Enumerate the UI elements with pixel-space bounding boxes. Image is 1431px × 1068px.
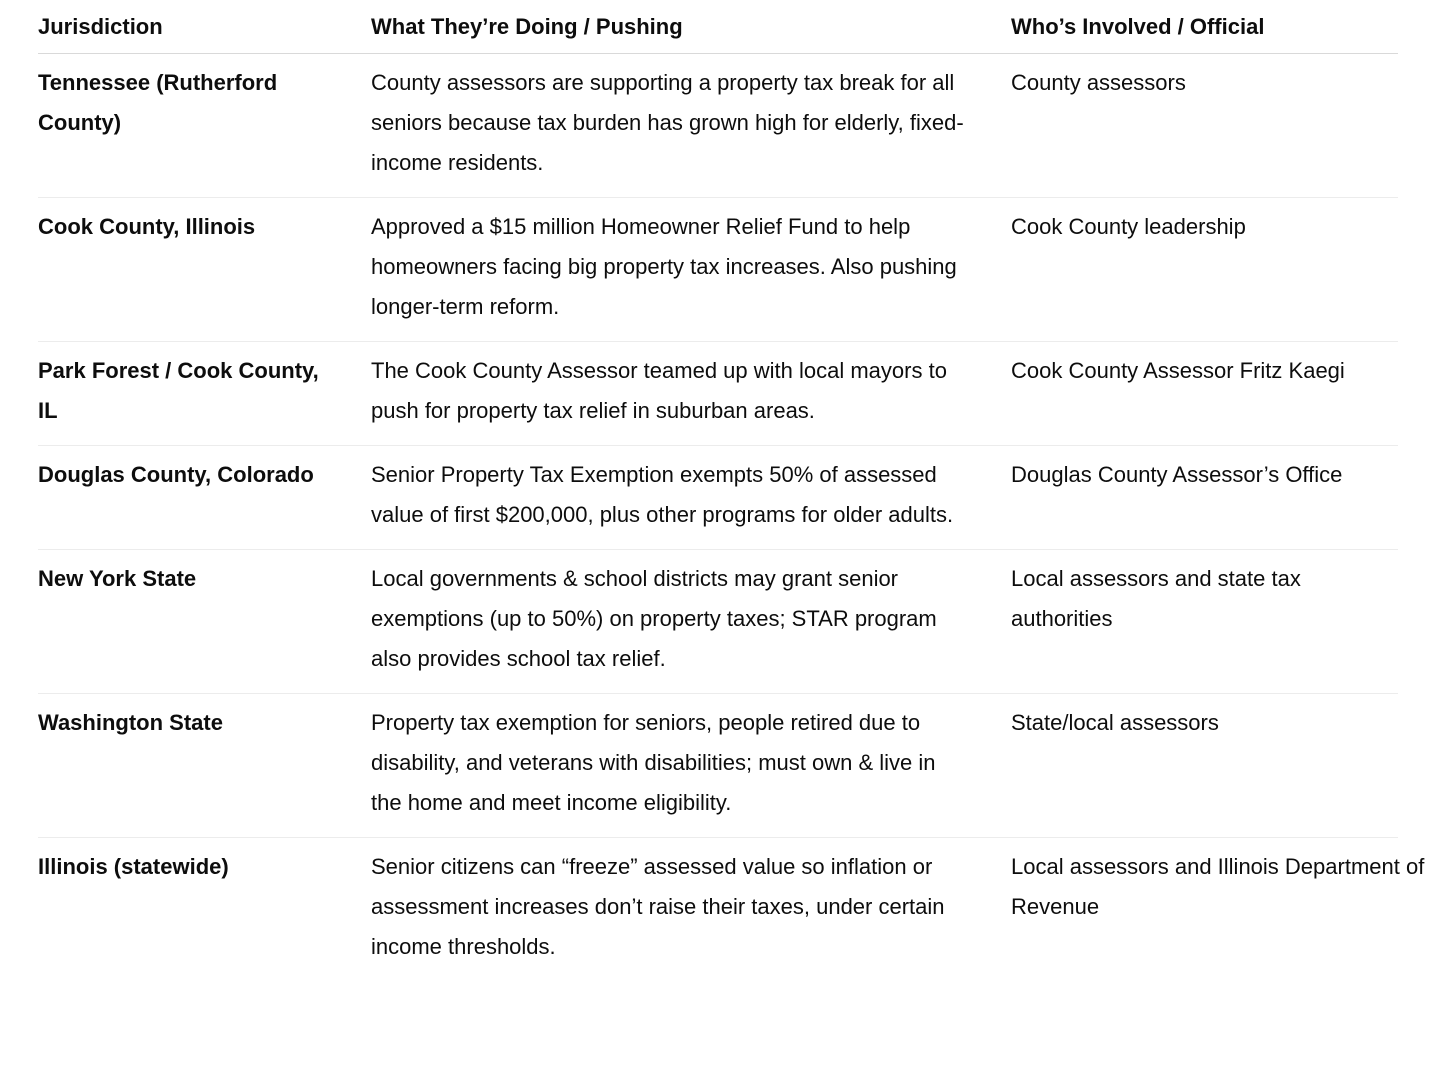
cell-jurisdiction: Park Forest / Cook County, IL <box>38 342 371 446</box>
cell-who <box>1011 198 1398 342</box>
cell-what: Local governments & school districts may grant senior exemptions (up to 50%) on property taxes; STAR program also provides school tax relief. <box>371 550 1011 694</box>
table-row <box>38 838 1398 982</box>
cell-who-text: Douglas County Assessor’s Office <box>1011 462 1343 487</box>
cell-who <box>1011 342 1398 446</box>
table-row <box>38 550 1398 694</box>
header-jurisdiction: Jurisdiction <box>38 0 371 54</box>
cell-jurisdiction: Washington State <box>38 694 371 838</box>
cell-jurisdiction: New York State <box>38 550 371 694</box>
cell-who <box>1011 694 1398 838</box>
header-what: What They’re Doing / Pushing <box>371 0 1011 54</box>
table-row <box>38 198 1398 342</box>
cell-what: County assessors are supporting a property tax break for all seniors because tax burden has grown high for elderly, fixed-income residents. <box>371 54 1011 198</box>
cell-who-text: Cook County leadership <box>1011 214 1246 239</box>
cell-what: Approved a $15 million Homeowner Relief Fund to help homeowners facing big property tax increases. Also pushing longer-term reform. <box>371 198 1011 342</box>
cell-who-text: Local assessors and Illinois Department of Revenue <box>1011 854 1425 919</box>
header-row <box>38 0 1398 54</box>
cell-jurisdiction: Cook County, Illinois <box>38 198 371 342</box>
policy-table-container <box>38 0 1425 981</box>
cell-who-text: County assessors <box>1011 70 1186 95</box>
cell-who <box>1011 550 1398 694</box>
cell-who <box>1011 446 1398 550</box>
table-header <box>38 0 1398 54</box>
cell-what: Senior Property Tax Exemption exempts 50% of assessed value of first $200,000, plus other programs for older adults. <box>371 446 1011 550</box>
policy-table <box>38 0 1425 981</box>
cell-who-text: Cook County Assessor Fritz Kaegi <box>1011 358 1345 383</box>
cell-jurisdiction: Tennessee (Rutherford County) <box>38 54 371 198</box>
cell-who-text: Local assessors and state tax authorities <box>1011 566 1301 631</box>
table-body <box>38 54 1425 982</box>
cell-what: Senior citizens can “freeze” assessed value so inflation or assessment increases don’t raise their taxes, under certain income thresholds. <box>371 854 945 959</box>
cell-what: The Cook County Assessor teamed up with local mayors to push for property tax relief in suburban areas. <box>371 342 1011 446</box>
cell-who <box>1011 838 1425 982</box>
cell-who-text: State/local assessors <box>1011 710 1219 735</box>
table-row <box>38 342 1398 446</box>
table-row <box>38 54 1398 198</box>
table-row <box>38 694 1398 838</box>
table-row <box>38 446 1398 550</box>
cell-jurisdiction: Illinois (statewide) <box>38 854 229 879</box>
cell-who <box>1011 54 1398 198</box>
cell-jurisdiction: Douglas County, Colorado <box>38 446 371 550</box>
header-who: Who’s Involved / Official <box>1011 0 1398 54</box>
cell-what: Property tax exemption for seniors, people retired due to disability, and veterans with disabilities; must own & live in the home and meet income eligibility. <box>371 694 1011 838</box>
